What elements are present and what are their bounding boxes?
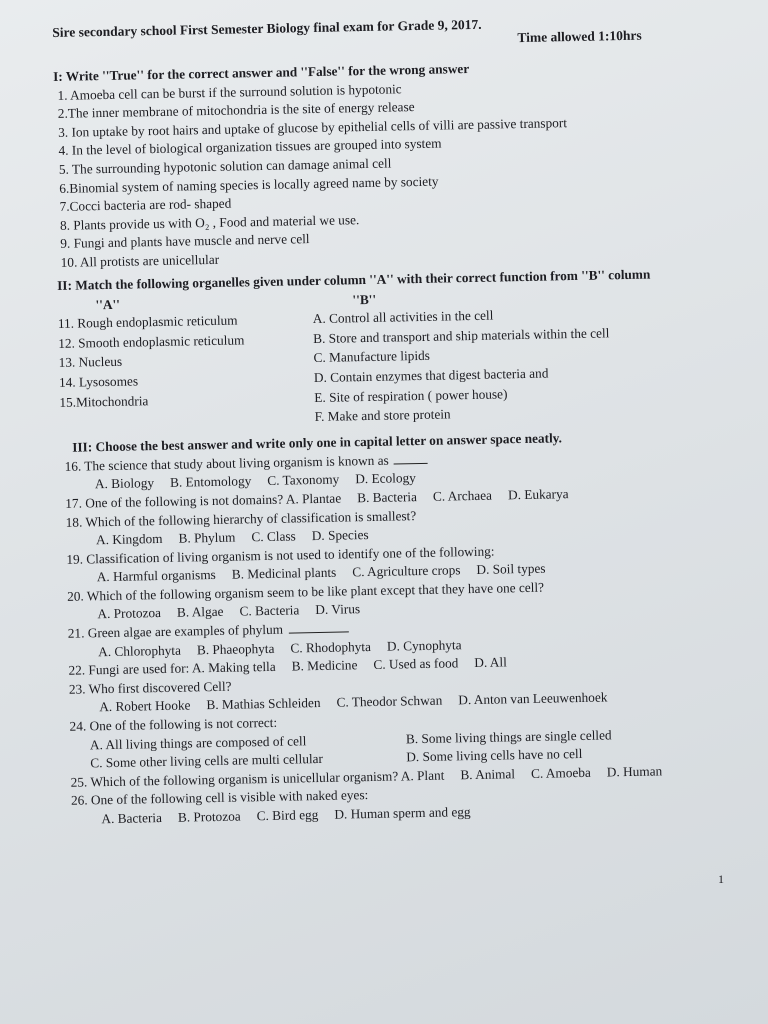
page-number: 1 xyxy=(718,872,724,886)
answer-blank xyxy=(288,631,348,633)
option: B. Phaeophyta xyxy=(196,640,275,657)
column-b-header: ''B'' xyxy=(352,291,377,308)
option: C. Some other living cells are multi cellular xyxy=(90,751,324,771)
option: C. Taxonomy xyxy=(267,471,340,489)
option: D. Human sperm and egg xyxy=(334,804,471,822)
option: A. Protozoa xyxy=(97,605,162,622)
part3-heading: III: Choose the best answer and write only one in capital letter on answer space neatly. xyxy=(72,430,563,455)
list-item: A. Control all activities in the cell xyxy=(312,307,494,327)
option: B. Medicinal plants xyxy=(231,564,337,582)
option: C. Bird egg xyxy=(256,807,319,824)
option: C. Used as food xyxy=(373,655,459,673)
question-text: 17. One of the following is not domains? xyxy=(65,491,286,511)
list-item: 3. Ion uptake by root hairs and uptake of glucose by epithelial cells of villi are passive transport xyxy=(58,114,568,140)
column-a-header: ''A'' xyxy=(95,296,121,313)
list-item: 13. Nucleus xyxy=(58,354,123,371)
question-text: 16. The science that study about living organism is known as xyxy=(64,452,393,474)
exam-content xyxy=(52,5,757,830)
list-item: 1. Amoeba cell can be burst if the surround solution is hypotonic xyxy=(57,80,402,103)
part2-heading: II: Match the following organelles given under column ''A'' with their correct function from ''B'' column xyxy=(56,266,651,293)
question-text: 21. Green algae are examples of phylum xyxy=(67,621,287,641)
option: D. Soil types xyxy=(476,560,546,578)
list-item: 7.Cocci bacteria are rod- shaped xyxy=(59,195,232,215)
option: A. Bacteria xyxy=(101,810,163,827)
option: B. Entomology xyxy=(169,473,252,491)
part3-questions xyxy=(60,444,757,829)
matching-table xyxy=(57,284,749,433)
option: B. Animal xyxy=(460,766,516,783)
list-item: F. Make and store protein xyxy=(314,406,451,425)
list-item: C. Manufacture lipids xyxy=(313,348,431,366)
option: B. Protozoa xyxy=(177,808,241,825)
option: D. Human xyxy=(606,763,663,780)
option: C. Bacteria xyxy=(239,602,300,619)
option: A. Plantae xyxy=(285,490,342,507)
option: B. Some living things are single celled xyxy=(405,727,612,746)
list-item: 2.The inner membrane of mitochondria is the site of energy release xyxy=(57,99,415,122)
option: C. Amoeba xyxy=(530,764,591,781)
exam-title: Sire secondary school First Semester Biology final exam for Grade 9, 2017. xyxy=(52,16,482,40)
option: D. Anton van Leeuwenhoek xyxy=(458,689,608,708)
option: A. Biology xyxy=(94,475,155,492)
list-item: 12. Smooth endoplasmic reticulum xyxy=(58,332,245,351)
question-text: 24. One of the following is not correct: xyxy=(69,714,278,734)
column-a xyxy=(57,292,309,413)
part1-heading: I: Write ''True'' for the correct answer and ''False'' for the wrong answer xyxy=(52,61,470,84)
question-text: 26. One of the following cell is visible with naked eyes: xyxy=(70,787,369,809)
option: A. Harmful organisms xyxy=(96,567,216,585)
option: A. Kingdom xyxy=(95,531,163,548)
list-item: 9. Fungi and plants have muscle and nerve cell xyxy=(60,231,310,252)
header xyxy=(52,5,743,58)
question-text: 19. Classification of living organism is not used to identify one of the following: xyxy=(66,543,495,567)
answer-blank xyxy=(394,463,428,465)
option: A. Making tella xyxy=(191,659,276,676)
option: B. Bacteria xyxy=(356,488,418,506)
option: D. Ecology xyxy=(355,470,416,487)
option: D. Virus xyxy=(315,601,361,618)
option: C. Rhodophyta xyxy=(290,638,372,656)
option: D. Eukarya xyxy=(507,486,569,503)
question-text: 22. Fungi are used for: xyxy=(68,660,193,679)
option: B. Medicine xyxy=(291,657,358,674)
question-text: 20. Which of the following organism seem to be like plant except that they have one cell? xyxy=(66,579,545,604)
option: C. Theodor Schwan xyxy=(336,693,443,711)
question-text: 25. Which of the following organism is unicellular organism? xyxy=(70,768,401,790)
option: B. Phylum xyxy=(178,529,236,546)
list-item: E. Site of respiration ( power house) xyxy=(314,385,508,405)
option: A. Robert Hooke xyxy=(99,697,191,715)
option: C. Archaea xyxy=(432,487,493,504)
list-item: 8. Plants provide us with O₂ , Food and material we use. xyxy=(59,211,360,233)
list-item: D. Contain enzymes that digest bacteria and xyxy=(313,365,549,385)
option: D. Cynophyta xyxy=(386,636,462,654)
option: A. All living things are composed of cell xyxy=(89,732,307,753)
question-text: 18. Which of the following hierarchy of classification is smallest? xyxy=(65,507,417,530)
time-allowed: Time allowed 1:10hrs xyxy=(517,27,642,46)
list-item: 11. Rough endoplasmic reticulum xyxy=(57,312,238,332)
list-item: B. Store and transport and ship materials within the cell xyxy=(313,325,610,346)
option: A. Chlorophyta xyxy=(98,642,182,659)
option: C. Agriculture crops xyxy=(352,562,461,580)
option: C. Class xyxy=(251,528,296,545)
list-item: 15.Mitochondria xyxy=(59,392,149,410)
question-text: 23. Who first discovered Cell? xyxy=(68,678,232,697)
list-item: 14. Lysosomes xyxy=(58,373,139,390)
option: D. All xyxy=(474,654,507,671)
part1-list xyxy=(53,73,746,272)
list-item: 5. The surrounding hypotonic solution can damage animal cell xyxy=(58,155,392,177)
option: B. Mathias Schleiden xyxy=(206,695,321,713)
option: D. Species xyxy=(311,527,369,544)
list-item: 6.Binomial system of naming species is locally agreed name by society xyxy=(59,173,439,196)
column-b xyxy=(312,284,735,428)
list-item: 10. All protists are unicellular xyxy=(60,251,220,270)
option: A. Plant xyxy=(400,767,445,784)
list-item: 4. In the level of biological organization tissues are grouped into system xyxy=(58,135,442,159)
option: B. Algae xyxy=(176,604,224,621)
option: D. Some living cells have no cell xyxy=(406,746,583,765)
